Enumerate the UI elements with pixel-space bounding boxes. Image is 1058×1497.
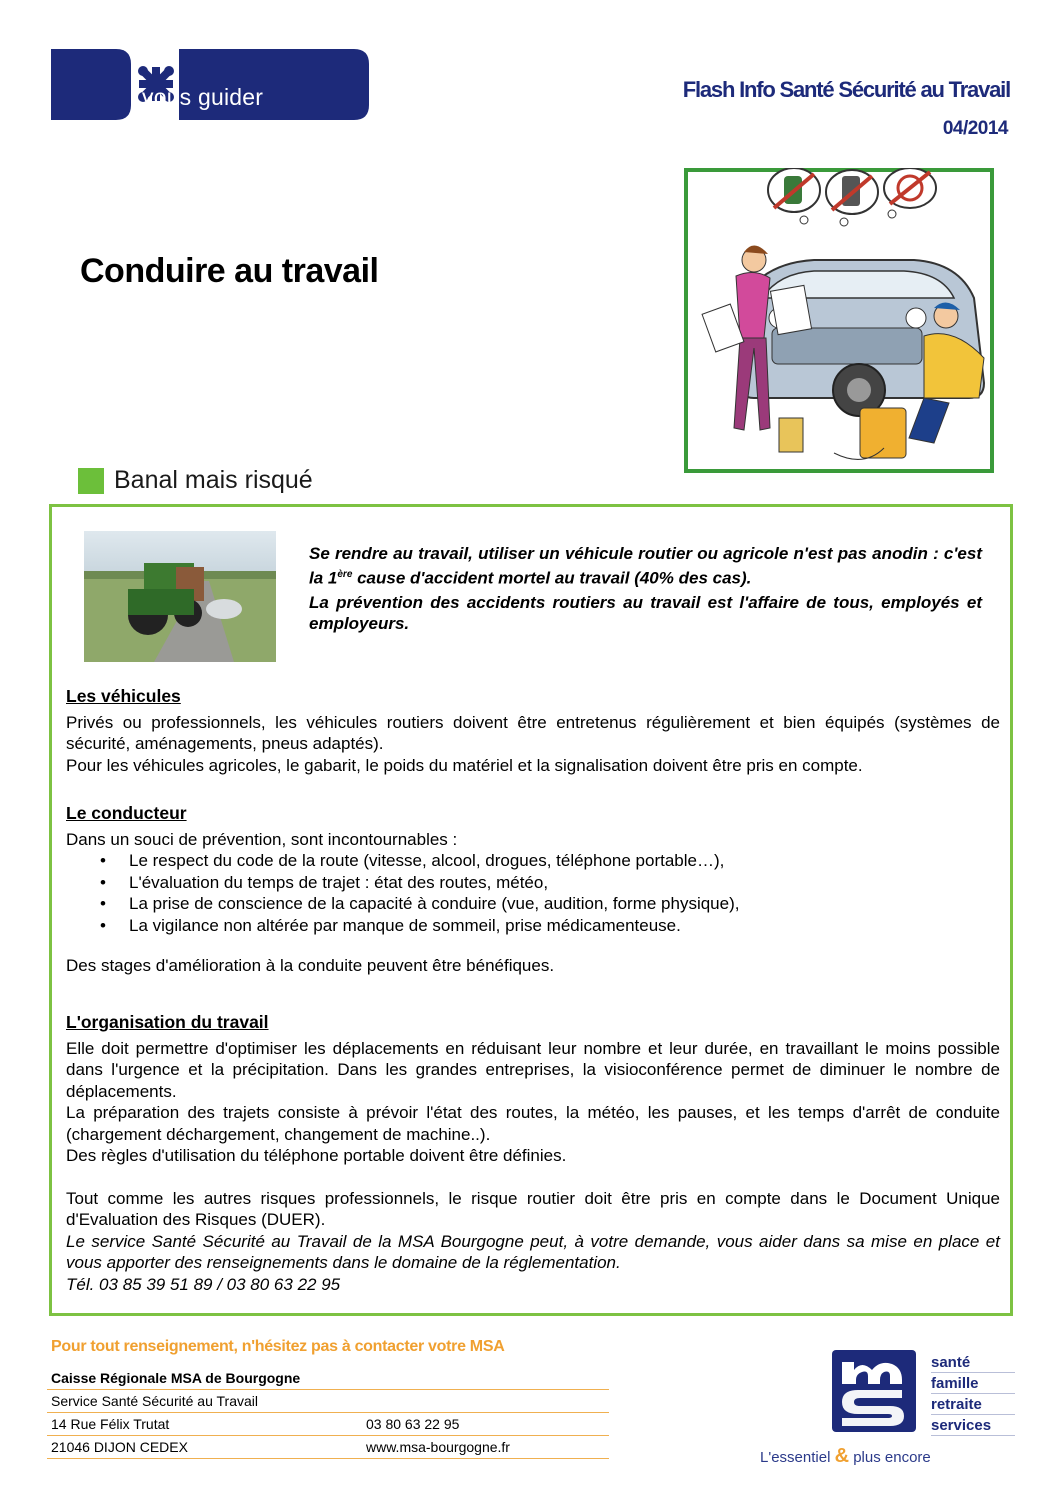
issue-date: 04/2014 (942, 118, 1008, 139)
msa-values-list (931, 1352, 1015, 1436)
organisation-text-1: Elle doit permettre d'optimiser les déplacements en réduisant leur nombre et leur durée, en travaillant le moins possible dans l'urgence et la précipitation. Dans les grandes entreprises, la visioconférence permet de diminuer le nombre de déplacements. (66, 1038, 1000, 1101)
intro-text (309, 543, 982, 634)
tagline-left: L'essentiel (760, 1449, 831, 1466)
organisation-text-3: Des règles d'utilisation du téléphone portable doivent être définies. (66, 1146, 567, 1165)
green-square-bullet (78, 468, 104, 494)
intro-paragraph-1: Se rendre au travail, utiliser un véhicule routier ou agricole n'est pas anodin : c'est la 1ère cause d'accident mortel au travail (40% des cas). (309, 544, 982, 588)
caisse-name: Caisse Régionale MSA de Bourgogne (51, 1370, 301, 1386)
tagline-ampersand: & (834, 1445, 850, 1467)
service-name: Service Santé Sécurité au Travail (51, 1393, 258, 1409)
conducteur-heading: Le conducteur (66, 803, 187, 823)
contact-title: Pour tout renseignement, n'hésitez pas à contacter votre MSA (51, 1338, 505, 1355)
list-item: • La vigilance non altérée par manque de sommeil, prise médicamenteuse. (66, 915, 1000, 937)
car-maintenance-illustration (684, 168, 994, 473)
organisation-text-4: Tout comme les autres risques professionnels, le risque routier doit être pris en compte dans le Document Unique d'Evaluation des Risques (DUER). (66, 1188, 1000, 1229)
section-heading (78, 466, 313, 495)
logo-text: vous guider (142, 84, 264, 110)
organisation-phone: Tél. 03 85 39 51 89 / 03 80 63 22 95 (66, 1274, 341, 1294)
list-item: retraite (931, 1394, 1015, 1415)
organisation-section (66, 1012, 1000, 1295)
table-row (47, 1413, 609, 1436)
list-item: famille (931, 1373, 1015, 1394)
page-title: Conduire au travail (80, 252, 379, 290)
vehicules-section (66, 686, 1000, 776)
street-address: 14 Rue Félix Trutat (51, 1416, 170, 1432)
tractor-road-photo (84, 531, 276, 662)
city: 21046 DIJON CEDEX (51, 1439, 188, 1455)
table-row (47, 1390, 609, 1413)
content-box (49, 504, 1013, 1316)
website-link[interactable]: www.msa-bourgogne.fr (366, 1439, 510, 1455)
forbidden-speed-icon (884, 168, 936, 208)
forbidden-phone-icon (826, 170, 878, 214)
contact-table (47, 1367, 609, 1459)
intro-paragraph-2: La prévention des accidents routiers au travail est l'affaire de tous, employés et employeurs. (309, 592, 982, 633)
tagline-right: plus encore (853, 1449, 931, 1466)
vehicules-text-1: Privés ou professionnels, les véhicules routiers doivent être entretenus régulièrement et bien équipés (systèmes de sécurité, aménagements, pneus adaptés). (66, 712, 1000, 753)
organisation-text-5: Le service Santé Sécurité au Travail de la MSA Bourgogne peut, à votre demande, vous aider dans sa mise en place et vous apporter des renseignements dans le domaine de la réglementation. (66, 1231, 1000, 1272)
conducteur-stages: Des stages d'amélioration à la conduite peuvent être bénéfiques. (66, 956, 555, 975)
conducteur-section (66, 803, 1000, 977)
table-row (47, 1367, 609, 1390)
table-row (47, 1436, 609, 1459)
forbidden-bottle-icon (768, 168, 820, 212)
list-item: • La prise de conscience de la capacité à conduire (vue, audition, forme physique), (66, 893, 1000, 915)
vehicules-text-2: Pour les véhicules agricoles, le gabarit, le poids du matériel et la signalisation doivent être pris en compte. (66, 755, 863, 775)
section-title: Banal mais risqué (114, 466, 313, 494)
list-item: • Le respect du code de la route (vitesse, alcool, drogues, téléphone portable…), (66, 850, 1000, 872)
flash-title: Flash Info Santé Sécurité au Travail (682, 77, 1010, 102)
organisation-heading: L'organisation du travail (66, 1012, 269, 1032)
conducteur-bullet-list (66, 850, 1000, 936)
phone-number: 03 80 63 22 95 (366, 1416, 460, 1432)
list-item: services (931, 1415, 1015, 1436)
vehicules-heading: Les véhicules (66, 686, 181, 706)
list-item: santé (931, 1352, 1015, 1373)
conducteur-intro: Dans un souci de prévention, sont incontournables : (66, 829, 458, 849)
list-item: • L'évaluation du temps de trajet : état des routes, météo, (66, 872, 1000, 894)
organisation-text-2: La préparation des trajets consiste à prévoir l'état des routes, la météo, les pauses, et les temps d'arrêt de conduite (chargement déchargement, changement de machine..). (66, 1103, 1000, 1144)
msa-tagline (760, 1445, 931, 1468)
